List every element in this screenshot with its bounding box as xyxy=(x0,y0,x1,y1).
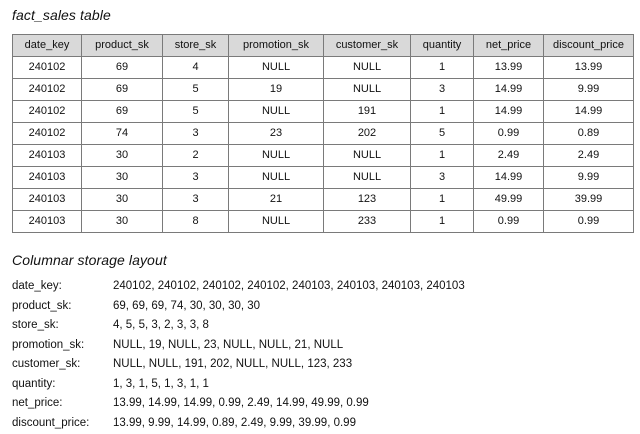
table-cell: NULL xyxy=(324,167,411,189)
layout-column-values: NULL, NULL, 191, 202, NULL, NULL, 123, 233 xyxy=(113,358,353,370)
table-cell: 5 xyxy=(163,101,229,123)
fact-sales-table xyxy=(12,34,634,233)
layout-column-values: 13.99, 9.99, 14.99, 0.89, 2.49, 9.99, 39.99, 0.99 xyxy=(113,416,356,429)
layout-column-name: date_key: xyxy=(12,280,62,292)
table-cell: 30 xyxy=(82,211,163,233)
layout-column-name: store_sk: xyxy=(12,319,59,331)
table-row xyxy=(13,211,634,233)
layout-column-values: 1, 3, 1, 5, 1, 3, 1, 1 xyxy=(113,377,209,390)
table-cell: NULL xyxy=(229,57,324,79)
table-row xyxy=(13,167,634,189)
table-cell: 1 xyxy=(411,145,474,167)
table-cell: 191 xyxy=(324,101,411,123)
table-cell: 2.49 xyxy=(474,145,544,167)
table-cell: 240102 xyxy=(13,57,82,79)
table-cell: 240103 xyxy=(13,167,82,189)
column-header: quantity xyxy=(411,35,474,57)
column-header: store_sk xyxy=(163,35,229,57)
table-cell: 69 xyxy=(82,57,163,79)
table-cell: 39.99 xyxy=(544,189,634,211)
table-cell: NULL xyxy=(324,79,411,101)
table-cell: 8 xyxy=(163,211,229,233)
table-cell: 2 xyxy=(163,145,229,167)
table-cell: 21 xyxy=(229,189,324,211)
layout-row xyxy=(12,414,465,434)
layout-row xyxy=(12,355,465,375)
table-cell: 240103 xyxy=(13,145,82,167)
table-cell: 69 xyxy=(82,79,163,101)
table-cell: 1 xyxy=(411,57,474,79)
layout-row xyxy=(12,394,465,414)
layout-column-values: 4, 5, 5, 3, 2, 3, 3, 8 xyxy=(113,319,209,331)
table-cell: 13.99 xyxy=(544,57,634,79)
table-cell: 74 xyxy=(82,123,163,145)
table-cell: 233 xyxy=(324,211,411,233)
table-cell: NULL xyxy=(229,101,324,123)
table-row xyxy=(13,57,634,79)
layout-row xyxy=(12,277,465,297)
column-header: product_sk xyxy=(82,35,163,57)
table-row xyxy=(13,101,634,123)
table-header-row xyxy=(13,35,634,57)
table-cell: 1 xyxy=(411,189,474,211)
column-header: net_price xyxy=(474,35,544,57)
table-cell: NULL xyxy=(324,145,411,167)
layout-row xyxy=(12,297,465,317)
table-cell: 2.49 xyxy=(544,145,634,167)
table-cell: 14.99 xyxy=(474,79,544,101)
table-cell: 240102 xyxy=(13,79,82,101)
table-cell: 3 xyxy=(411,167,474,189)
layout-column-name: quantity: xyxy=(12,377,56,390)
table-cell: 3 xyxy=(163,167,229,189)
table-row xyxy=(13,189,634,211)
layout-column-name: net_price: xyxy=(12,397,63,409)
layout-column-name: customer_sk: xyxy=(12,358,81,370)
table-cell: 3 xyxy=(411,79,474,101)
table-row xyxy=(13,79,634,101)
table-cell: 14.99 xyxy=(474,101,544,123)
table-row xyxy=(13,145,634,167)
table-cell: 3 xyxy=(163,189,229,211)
table-cell: 202 xyxy=(324,123,411,145)
table-cell: 1 xyxy=(411,101,474,123)
table-cell: 13.99 xyxy=(474,57,544,79)
table-cell: NULL xyxy=(229,145,324,167)
table-cell: 1 xyxy=(411,211,474,233)
layout-column-values: NULL, 19, NULL, 23, NULL, NULL, 21, NULL xyxy=(113,338,344,351)
table-cell: 3 xyxy=(163,123,229,145)
table-cell: 19 xyxy=(229,79,324,101)
table-cell: NULL xyxy=(229,211,324,233)
table-cell: 49.99 xyxy=(474,189,544,211)
columnar-layout-list xyxy=(12,277,465,433)
table-cell: 30 xyxy=(82,189,163,211)
table-cell: 0.99 xyxy=(474,123,544,145)
layout-column-values: 69, 69, 69, 74, 30, 30, 30, 30 xyxy=(113,299,261,312)
layout-column-name: product_sk: xyxy=(12,299,72,312)
table-cell: 123 xyxy=(324,189,411,211)
table-cell: 4 xyxy=(163,57,229,79)
table-cell: 0.99 xyxy=(474,211,544,233)
layout-column-name: promotion_sk: xyxy=(12,338,85,351)
table-cell: 23 xyxy=(229,123,324,145)
layout-row xyxy=(12,316,465,336)
layout-row xyxy=(12,375,465,395)
column-header: discount_price xyxy=(544,35,634,57)
table-cell: 9.99 xyxy=(544,79,634,101)
table-cell: 240103 xyxy=(13,211,82,233)
table-cell: 5 xyxy=(411,123,474,145)
table-cell: 14.99 xyxy=(544,101,634,123)
table-cell: 240103 xyxy=(13,189,82,211)
table-title: fact_sales table xyxy=(12,7,111,23)
table-cell: 30 xyxy=(82,145,163,167)
table-cell: 5 xyxy=(163,79,229,101)
table-cell: 240102 xyxy=(13,123,82,145)
table-cell: NULL xyxy=(324,57,411,79)
table-body xyxy=(13,57,634,233)
table-cell: 14.99 xyxy=(474,167,544,189)
table-cell: 240102 xyxy=(13,101,82,123)
layout-title: Columnar storage layout xyxy=(12,252,167,268)
column-header: customer_sk xyxy=(324,35,411,57)
layout-row xyxy=(12,336,465,356)
table-cell: 0.99 xyxy=(544,211,634,233)
column-header: promotion_sk xyxy=(229,35,324,57)
layout-column-values: 240102, 240102, 240102, 240102, 240103, 240103, 240103, 240103 xyxy=(113,280,465,292)
table-row xyxy=(13,123,634,145)
layout-column-values: 13.99, 14.99, 14.99, 0.99, 2.49, 14.99, 49.99, 0.99 xyxy=(113,397,369,409)
table-cell: 9.99 xyxy=(544,167,634,189)
table-cell: 69 xyxy=(82,101,163,123)
table-cell: NULL xyxy=(229,167,324,189)
column-header: date_key xyxy=(13,35,82,57)
layout-column-name: discount_price: xyxy=(12,416,90,429)
table-cell: 0.89 xyxy=(544,123,634,145)
table-cell: 30 xyxy=(82,167,163,189)
